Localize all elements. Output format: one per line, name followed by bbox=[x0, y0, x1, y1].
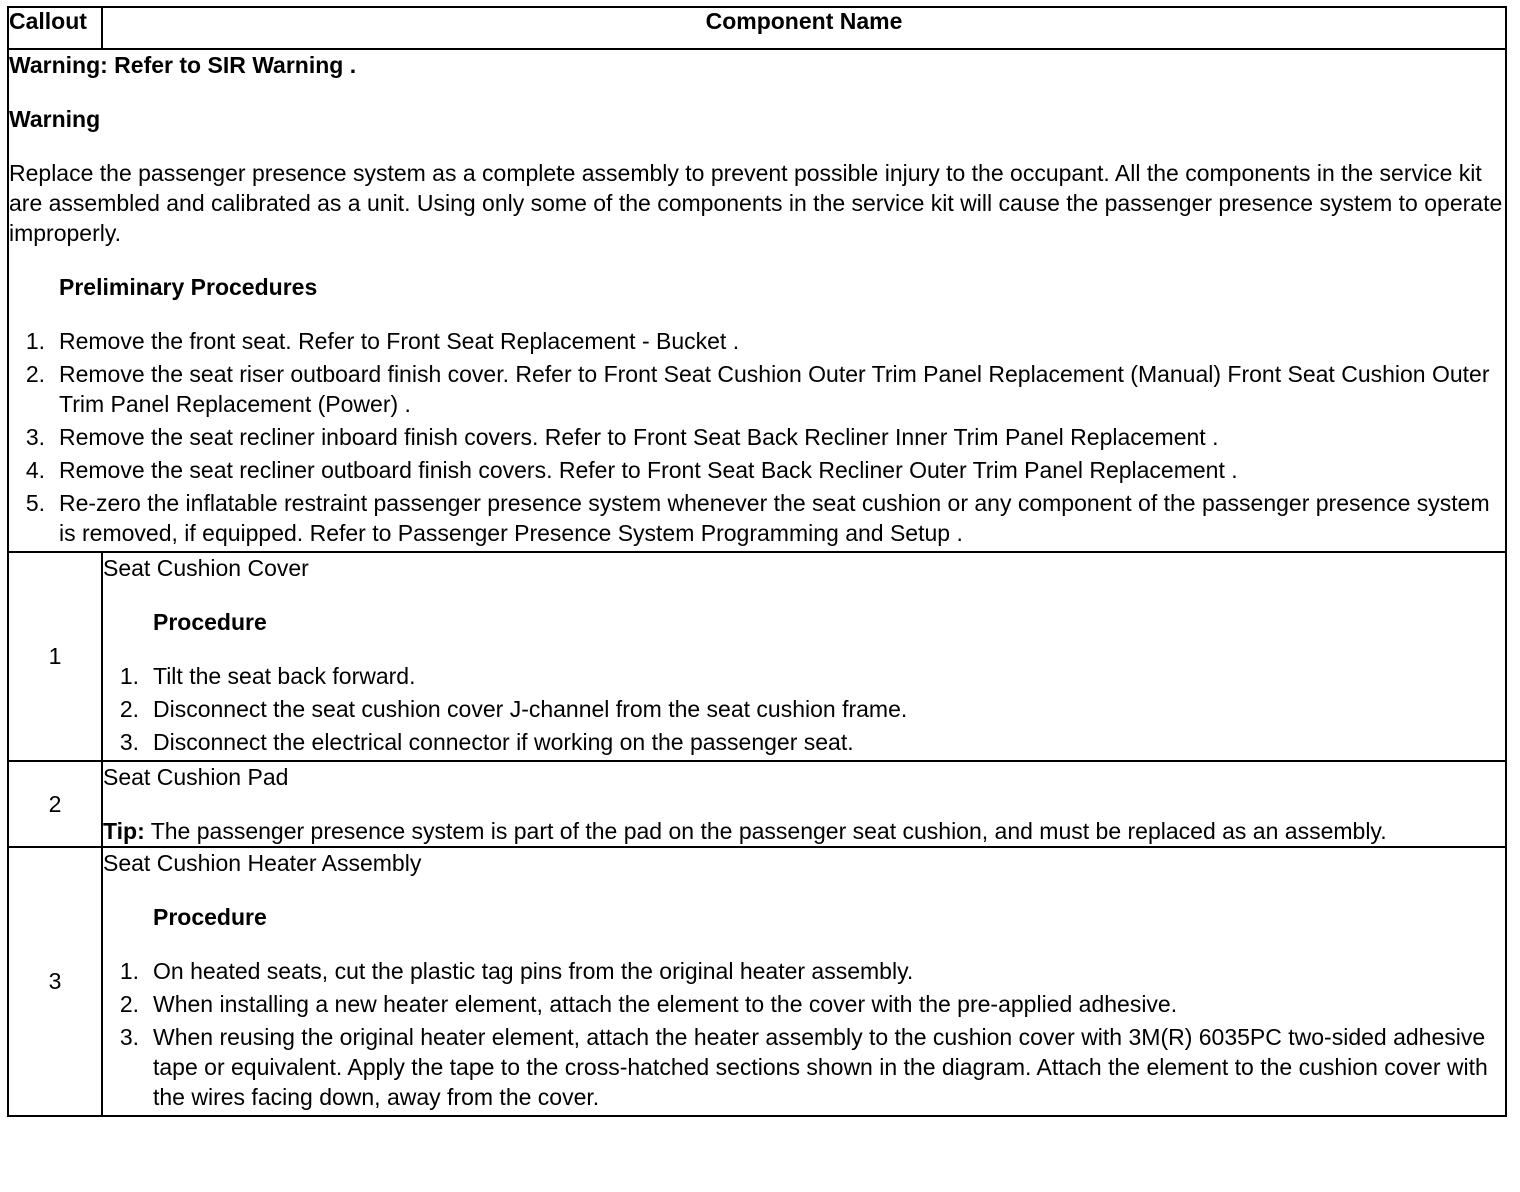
callout-cell: 1 bbox=[8, 552, 102, 761]
preliminary-steps-list bbox=[9, 326, 1505, 548]
list-item: 1. Remove the front seat. Refer to Front Seat Replacement - Bucket . bbox=[25, 328, 740, 354]
callout-cell: 2 bbox=[8, 761, 102, 847]
table-row bbox=[8, 761, 1506, 847]
callout-cell: 3 bbox=[8, 847, 102, 1116]
warning-text: Replace the passenger presence system as a complete assembly to prevent possible injury to the occupant. All the components in the service kit are assembled and calibrated as a unit. Using only some of the components in the service kit will cause the passenger presence system to operate improperly. bbox=[9, 160, 1503, 246]
tip-label: Tip: bbox=[103, 818, 145, 844]
component-name: Seat Cushion Cover bbox=[103, 555, 309, 581]
list-item: 2. When installing a new heater element, attach the element to the cover with the pre-applied adhesive. bbox=[119, 991, 1178, 1017]
tip-note bbox=[103, 816, 1505, 846]
list-item: 2. Remove the seat riser outboard finish cover. Refer to Front Seat Cushion Outer Trim Panel Replacement (Manual) Front Seat Cushion Outer Trim Panel Replacement (Power) . bbox=[25, 361, 1490, 417]
component-table bbox=[7, 6, 1507, 1117]
preamble-cell bbox=[8, 49, 1506, 552]
preamble-row bbox=[8, 49, 1506, 552]
list-item: 3. When reusing the original heater element, attach the heater assembly to the cushion cover with 3M(R) 6035PC two-sided adhesive tape or equivalent. Apply the tape to the cross-hatched sections shown in the diagram. Attach the element to the cushion cover with the wires facing down, away from the cover. bbox=[119, 1024, 1488, 1110]
list-item: 2. Disconnect the seat cushion cover J-channel from the seat cushion frame. bbox=[119, 696, 908, 722]
list-item: 3. Disconnect the electrical connector if working on the passenger seat. bbox=[119, 729, 854, 755]
component-name: Seat Cushion Pad bbox=[103, 764, 289, 790]
preliminary-procedures-title: Preliminary Procedures bbox=[59, 274, 318, 300]
procedure-title: Procedure bbox=[153, 609, 267, 635]
component-cell bbox=[102, 552, 1506, 761]
procedure-steps-list bbox=[103, 661, 1505, 757]
table-row bbox=[8, 847, 1506, 1116]
warning-title: Warning bbox=[9, 106, 101, 132]
tip-text: The passenger presence system is part of the pad on the passenger seat cushion, and must be replaced as an assembly. bbox=[144, 818, 1387, 844]
procedure-title: Procedure bbox=[153, 904, 267, 930]
header-row bbox=[8, 7, 1506, 49]
component-cell bbox=[102, 847, 1506, 1116]
component-name: Seat Cushion Heater Assembly bbox=[103, 850, 422, 876]
component-cell bbox=[102, 761, 1506, 847]
list-item: 5. Re-zero the inflatable restraint passenger presence system whenever the seat cushion or any component of the passenger presence system is removed, if equipped. Refer to Passenger Presence System Programming and Setup . bbox=[25, 490, 1490, 546]
list-item: 1. Tilt the seat back forward. bbox=[119, 663, 416, 689]
list-item: 3. Remove the seat recliner inboard finish covers. Refer to Front Seat Back Recliner Inner Trim Panel Replacement . bbox=[25, 424, 1219, 450]
component-name-header: Component Name bbox=[102, 7, 1506, 49]
procedure-steps-list bbox=[103, 956, 1505, 1112]
table-row bbox=[8, 552, 1506, 761]
list-item: 1. On heated seats, cut the plastic tag pins from the original heater assembly. bbox=[119, 958, 914, 984]
sir-warning-reference: Warning: Refer to SIR Warning . bbox=[9, 52, 357, 78]
callout-header: Callout bbox=[8, 7, 102, 49]
list-item: 4. Remove the seat recliner outboard finish covers. Refer to Front Seat Back Recliner Outer Trim Panel Replacement . bbox=[25, 457, 1238, 483]
